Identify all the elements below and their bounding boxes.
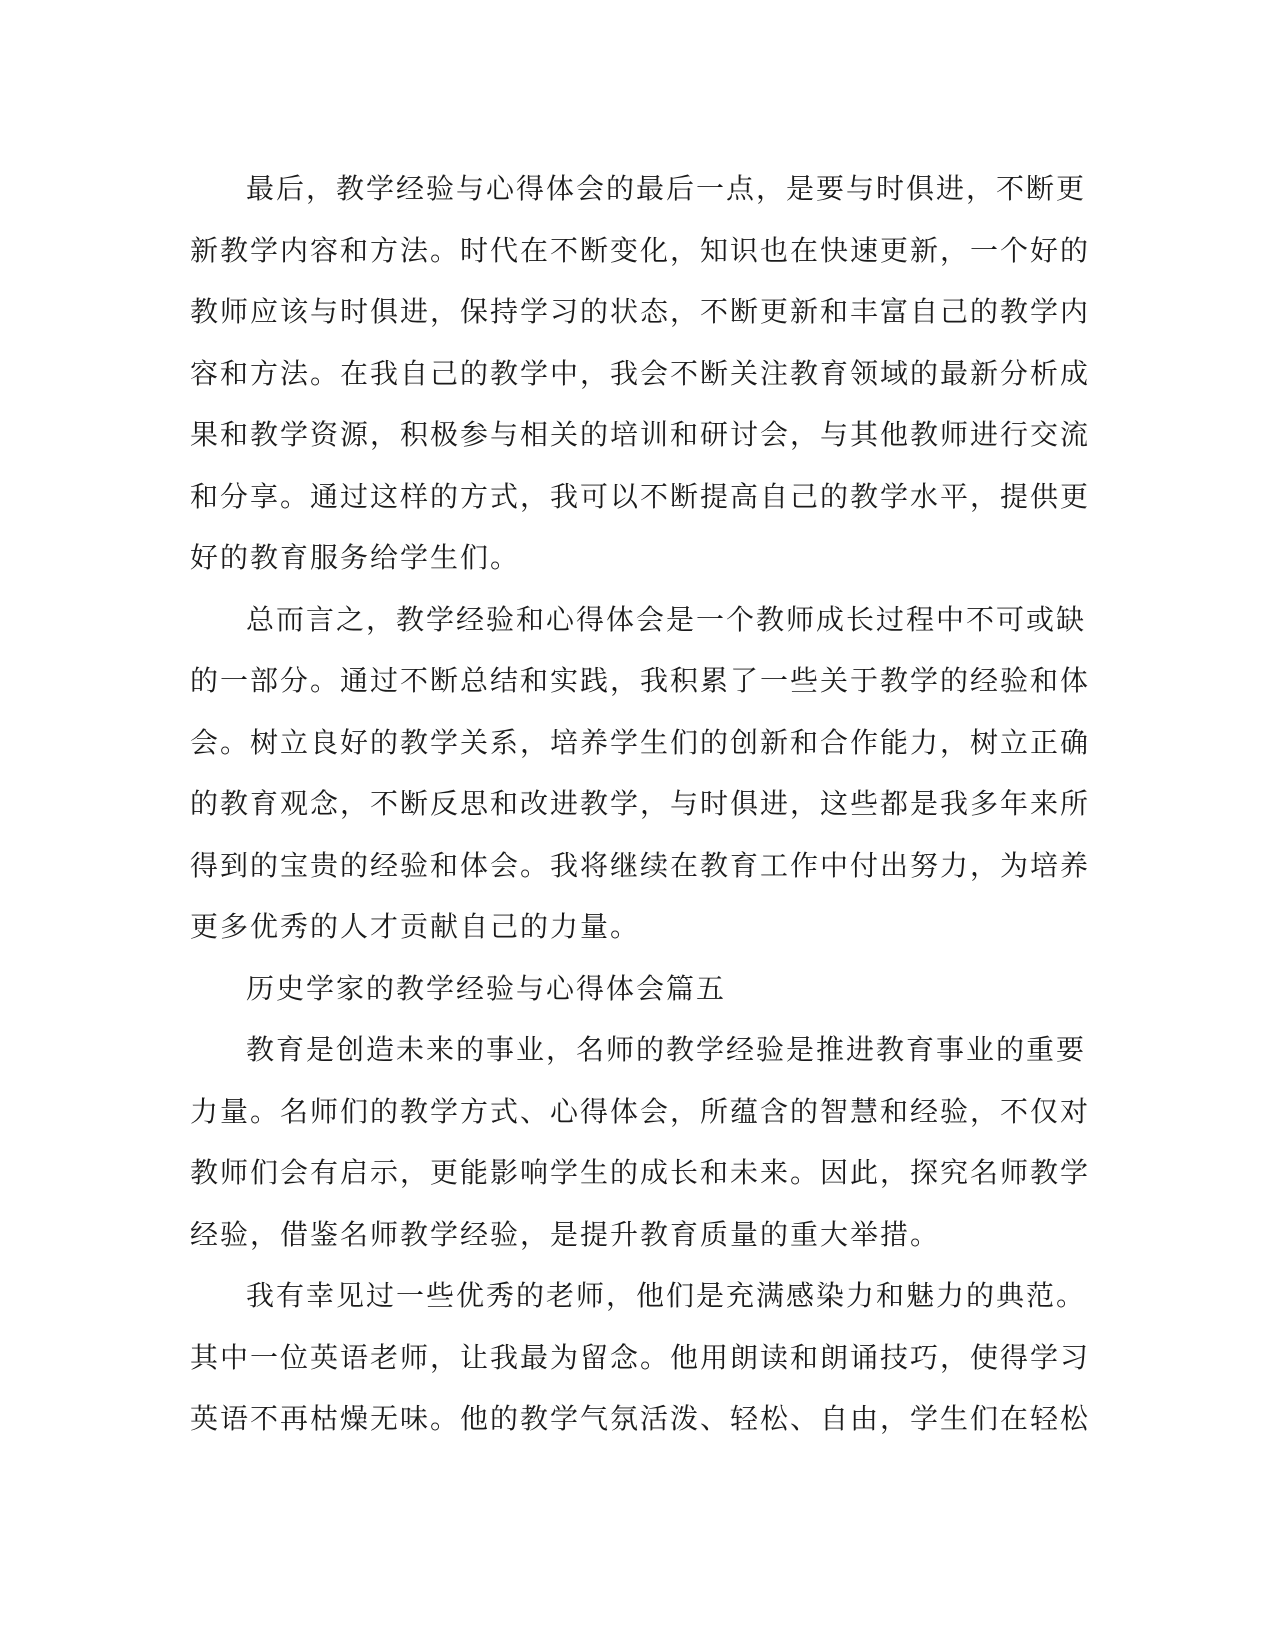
text-line: 经验，借鉴名师教学经验，是提升教育质量的重大举措。 <box>190 1217 941 1251</box>
section-heading <box>190 958 1075 1020</box>
text-line: 教育是创造未来的事业，名师的教学经验是推进教育事业的重要 <box>246 1033 1087 1066</box>
text-line: 和分享。通过这样的方式，我可以不断提高自己的教学水平，提供更 <box>190 479 1091 513</box>
text-line: 最后，教学经验与心得体会的最后一点，是要与时俱进，不断更 <box>246 172 1087 205</box>
heading-text: 历史学家的教学经验与心得体会篇五 <box>246 971 727 1005</box>
text-line: 容和方法。在我自己的教学中，我会不断关注教育领域的最新分析成 <box>190 356 1091 390</box>
text-line: 力量。名师们的教学方式、心得体会，所蕴含的智慧和经验，不仅对 <box>190 1094 1091 1128</box>
text-line: 会。树立良好的教学关系，培养学生们的创新和合作能力，树立正确 <box>190 725 1091 759</box>
text-line: 得到的宝贵的经验和体会。我将继续在教育工作中付出努力，为培养 <box>190 848 1091 882</box>
paragraph-1 <box>190 158 1091 589</box>
text-line: 教师应该与时俱进，保持学习的状态，不断更新和丰富自己的教学内 <box>190 295 1091 328</box>
text-line: 更多优秀的人才贡献自己的力量。 <box>190 910 641 943</box>
text-line: 新教学内容和方法。时代在不断变化，知识也在快速更新，一个好的 <box>190 233 1091 267</box>
paragraph-5 <box>190 1265 1091 1450</box>
document-body <box>190 158 1091 1450</box>
paragraph-4 <box>190 1019 1091 1265</box>
text-line: 的教育观念，不断反思和改进教学，与时俱进，这些都是我多年来所 <box>190 787 1091 820</box>
text-line: 好的教育服务给学生们。 <box>190 541 521 574</box>
text-line: 教师们会有启示，更能影响学生的成长和未来。因此，探究名师教学 <box>190 1156 1091 1189</box>
text-line: 其中一位英语老师，让我最为留念。他用朗读和朗诵技巧，使得学习 <box>190 1340 1091 1374</box>
text-line: 英语不再枯燥无味。他的教学气氛活泼、轻松、自由，学生们在轻松 <box>190 1402 1091 1435</box>
text-line: 果和教学资源，积极参与相关的培训和研讨会，与其他教师进行交流 <box>190 418 1091 451</box>
text-line: 总而言之，教学经验和心得体会是一个教师成长过程中不可或缺 <box>246 602 1087 636</box>
paragraph-2 <box>190 589 1091 958</box>
text-line: 的一部分。通过不断总结和实践，我积累了一些关于教学的经验和体 <box>190 664 1091 697</box>
text-line: 我有幸见过一些优秀的老师，他们是充满感染力和魅力的典范。 <box>246 1279 1087 1312</box>
